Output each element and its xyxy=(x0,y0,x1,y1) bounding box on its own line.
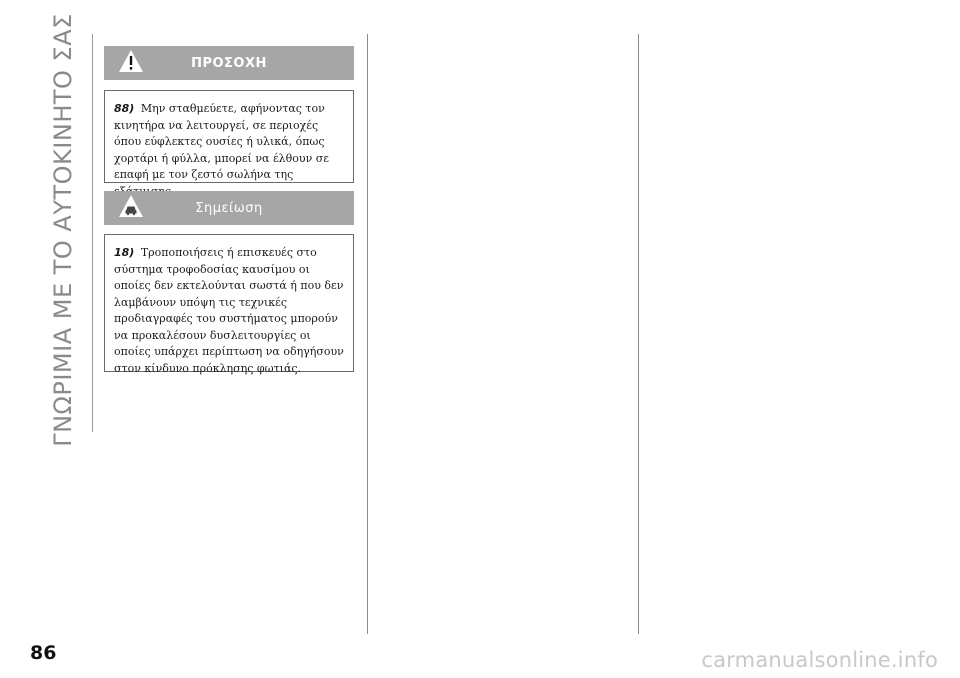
note-text: Τροποποιήσεις ή επισκευές στο σύστημα τροφοδοσίας καυσίμου οι οποίες δεν εκτελούνται σωστά ή που δεν λαμβάνουν υπόψη τις τεχνικές προδιαγραφές του συστήματος μπορούν να προκαλέσουν δυσλειτουργίες οι οποίες υπάρχει περίπτωση να οδηγήσουν στον κίνδυνο πρόκλησης φωτιάς. xyxy=(114,246,344,375)
car-wrench-icon xyxy=(118,194,144,222)
warning-note-number: 88) xyxy=(114,102,135,115)
side-divider xyxy=(92,34,93,432)
warning-title: ΠΡΟΣΟΧΗ xyxy=(191,55,267,71)
note-number: 18) xyxy=(114,246,135,259)
watermark: carmanualsonline.info xyxy=(701,648,938,672)
section-title-text: ΓΝΩΡΙΜΙΑ ΜΕ ΤΟ ΑΥΤΟΚΙΝΗΤΟ ΣΑΣ xyxy=(49,13,78,447)
warning-box-header xyxy=(104,46,354,80)
column-divider-2 xyxy=(638,34,639,634)
note-box-header xyxy=(104,191,354,225)
warning-text: Μην σταθμεύετε, αφήνοντας τον κινητήρα να λειτουργεί, σε περιοχές όπου εύφλεκτες ουσίες ή υλικά, όπως χορτάρι ή φύλλα, μπορεί να έλθουν σε επαφή με τον ζεστό σωλήνα της xyxy=(114,102,329,181)
warning-triangle-icon xyxy=(118,49,144,77)
side-section-title xyxy=(38,13,88,447)
note-box-body xyxy=(104,234,354,375)
warning-box-body xyxy=(104,90,354,183)
column-divider-1 xyxy=(367,34,368,634)
note-title: Σημείωση xyxy=(195,200,263,216)
page-number: 86 xyxy=(30,642,57,664)
